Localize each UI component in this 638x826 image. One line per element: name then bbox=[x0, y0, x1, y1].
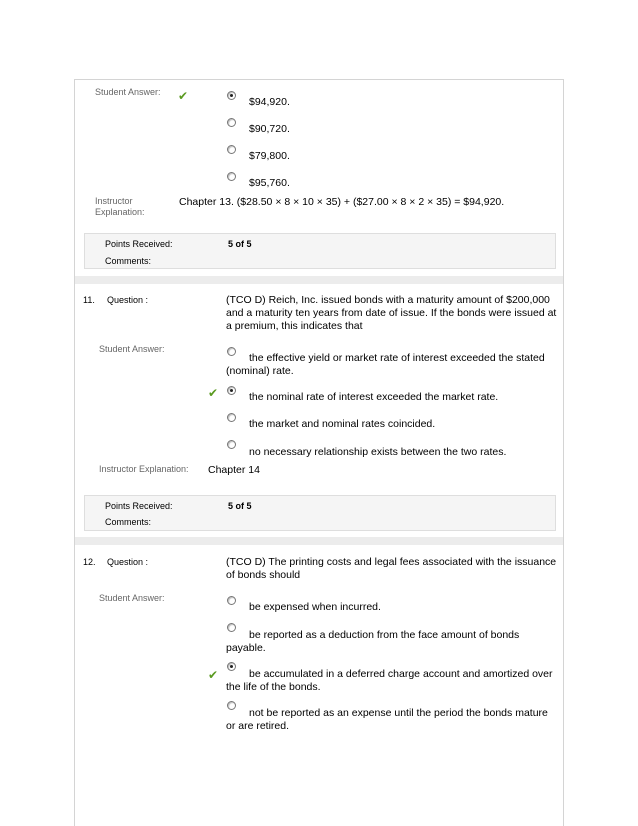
q11-points-label: Points Received: bbox=[105, 501, 173, 511]
q10-instructor-label-1: Instructor bbox=[95, 196, 133, 206]
q10-instructor-label-2: Explanation: bbox=[95, 207, 145, 217]
q10-option-3: $79,800. bbox=[249, 150, 290, 162]
q12-option-4-line-2: or are retired. bbox=[226, 720, 290, 732]
q11-points-value: 5 of 5 bbox=[228, 501, 252, 511]
q11-option-2: the nominal rate of interest exceeded the market rate. bbox=[249, 391, 499, 403]
radio-unselected-icon[interactable] bbox=[227, 172, 236, 181]
q12-option-4-line-1: not be reported as an expense until the period the bonds mature bbox=[249, 707, 548, 719]
radio-selected-icon[interactable] bbox=[227, 662, 236, 671]
checkmark-icon: ✔ bbox=[208, 668, 219, 682]
radio-selected-icon[interactable] bbox=[227, 91, 236, 100]
q12-student-answer-label: Student Answer: bbox=[99, 593, 165, 603]
q10-option-4: $95,760. bbox=[249, 177, 290, 189]
separator bbox=[75, 537, 563, 545]
q10-explanation: Chapter 13. ($28.50 × 8 × 10 × 35) + ($27.00 × 8 × 2 × 35) = $94,920. bbox=[179, 196, 505, 208]
radio-unselected-icon[interactable] bbox=[227, 701, 236, 710]
radio-unselected-icon[interactable] bbox=[227, 440, 236, 449]
separator bbox=[75, 276, 563, 284]
q11-option-4: no necessary relationship exists between the two rates. bbox=[249, 446, 507, 458]
checkmark-icon: ✔ bbox=[178, 89, 189, 103]
checkmark-icon: ✔ bbox=[208, 386, 219, 400]
q10-points-label: Points Received: bbox=[105, 239, 173, 249]
q12-option-2-line-2: payable. bbox=[226, 642, 266, 654]
radio-unselected-icon[interactable] bbox=[227, 118, 236, 127]
q11-question-line-3: a premium, this indicates that bbox=[226, 320, 363, 332]
radio-unselected-icon[interactable] bbox=[227, 145, 236, 154]
radio-unselected-icon[interactable] bbox=[227, 347, 236, 356]
q12-option-1: be expensed when incurred. bbox=[249, 601, 381, 613]
q11-number: 11. bbox=[83, 295, 95, 305]
q10-comments-label: Comments: bbox=[105, 256, 152, 266]
q11-option-3: the market and nominal rates coincided. bbox=[249, 418, 436, 430]
q11-option-1-line-2: (nominal) rate. bbox=[226, 365, 294, 377]
q12-number: 12. bbox=[83, 557, 96, 567]
q11-question-line-2: and a maturity ten years from date of issue. If the bonds were issued at bbox=[226, 307, 557, 319]
q12-option-3-line-2: the life of the bonds. bbox=[226, 681, 321, 693]
q12-question-line-1: (TCO D) The printing costs and legal fees associated with the issuance bbox=[226, 556, 557, 568]
q11-option-1-line-1: the effective yield or market rate of interest exceeded the stated bbox=[249, 352, 545, 364]
q10-option-1: $94,920. bbox=[249, 96, 290, 108]
q10-option-2: $90,720. bbox=[249, 123, 290, 135]
radio-unselected-icon[interactable] bbox=[227, 596, 236, 605]
q11-question-label: Question : bbox=[107, 295, 149, 305]
radio-selected-icon[interactable] bbox=[227, 386, 236, 395]
q10-points-value: 5 of 5 bbox=[228, 239, 252, 249]
q11-comments-label: Comments: bbox=[105, 517, 152, 527]
q10-student-answer-label: Student Answer: bbox=[95, 87, 161, 97]
q11-student-answer-label: Student Answer: bbox=[99, 344, 165, 354]
q12-question-label: Question : bbox=[107, 557, 149, 567]
q11-question-line-1: (TCO D) Reich, Inc. issued bonds with a maturity amount of $200,000 bbox=[226, 294, 550, 306]
q11-explanation: Chapter 14 bbox=[208, 464, 260, 476]
q11-instructor-label: Instructor Explanation: bbox=[99, 464, 189, 474]
q12-question-line-2: of bonds should bbox=[226, 569, 301, 581]
radio-unselected-icon[interactable] bbox=[227, 623, 236, 632]
q12-option-2-line-1: be reported as a deduction from the face amount of bonds bbox=[249, 629, 520, 641]
q12-option-3-line-1: be accumulated in a deferred charge account and amortized over bbox=[249, 668, 553, 680]
radio-unselected-icon[interactable] bbox=[227, 413, 236, 422]
